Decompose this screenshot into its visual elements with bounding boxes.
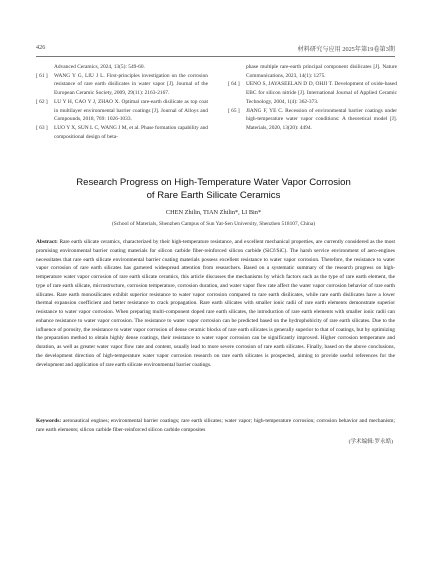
reference-item — [228, 80, 397, 106]
author-list: CHEN Zhilin, TIAN Zhilin*, LI Bin* — [165, 209, 262, 216]
reference-text: WANG Y G, LIU J L. First-principles investigation on the corrosion resistance of rare earth disilicates in water vapor [J]. Journal of the European Ceramic Society, 2009, 29(11): 2163-2167. — [54, 72, 208, 97]
reference-continuation: Advanced Ceramics, 2024, 13(5): 549-60. — [54, 64, 145, 70]
running-header — [36, 44, 395, 56]
title-line-1: Research Progress on High-Temperature Water Vapor Corrosion — [76, 177, 351, 188]
reference-column-left — [36, 63, 208, 141]
reference-item — [228, 107, 397, 133]
academic-editor: (学术编辑:罗永皓) — [348, 439, 393, 445]
abstract — [36, 238, 395, 369]
reference-text: LU Y H, CAO Y J, ZHAO X. Optimal rare-earth disilicate as top coat in multilayer environmental barrier coatings [J]. Journal of Alloys and Compounds, 2018, 769: 1026-1033. — [54, 98, 208, 123]
abstract-text: Rare earth silicate ceramics, characterized by their high-temperature resistance, and excellent mechanical properties, are currently considered as the most promising environmental barrier coating materials for silicon carbide fiber-reinforced silicon carbide (SiCf/SiC). The harsh service environment of aero-engines necessitates that rare earth silicate environmental barrier coating materials possess excellent resistance to water vapor corrosion. Therefore, the resistance to water vapor corrosion of rare earth silicates has garnered widespread attention from researchers. Based on a systematic summary of the research progress on high-temperature water vapor corrosion of rare earth silicate ceramics, this article discusses the mechanisms by which factors such as the type of rare earth element, the type of rare earth silicate, microstructure, corrosion temperature, corrosion duration, and water vapor flow rate affect the water vapor corrosion behavior of rare earth silicates. Rare earth monosilicates exhibit superior resistance to water vapor corrosion compared to rare earth disilicates, while rare earth disilicates have a lower thermal expansion coefficient and better resistance to crack propagation. Rare earth silicates with smaller ionic radii of rare earth elements demonstrate superior resistance to water vapor corrosion. When preparing multi-component doped rare earth silicates, the introduction of rare earth elements with smaller ionic radii can enhance resistance to water vapor corrosion. The resistance to water vapor corrosion can be predicted based on the hydrophobicity of rare earth silicates. Due to the influence of porosity, the resistance to water vapor corrosion of dense ceramic blocks of rare earth silicates is generally superior to that of coatings, but by optimizing the preparation method to obtain highly dense coatings, their resistance to water vapor corrosion can be significantly improved. Higher corrosion temperature and duration, as well as greater water vapor flow rate and content, usually lead to more severe corrosion of rare earth silicates. Finally, based on the above conclusions, the development direction of high-temperature water vapor corrosion research on rare earth silicates is prospected, aiming to provide useful references for the development and application of rare earth silicate environmental barrier coatings. — [36, 239, 395, 368]
keywords-label: Keywords: — [36, 418, 62, 424]
journal-name: 材料研究与应用 2025年第19卷第3期 — [297, 46, 395, 53]
reference-column-right — [228, 63, 397, 133]
reference-number: [ 64 ] — [228, 81, 240, 88]
reference-item — [36, 124, 208, 141]
keywords-text: aeronautical engines; environmental barrier coatings; rare earth silicates; water vapor; high-temperature corrosion; corrosion behavior and mechanism; rare earth elements; silicon carbide fiber-reinforced silicon carbide composites — [36, 418, 395, 433]
reference-item — [36, 72, 208, 98]
reference-text: LUO Y X, SUN L C, WANG J M, et al. Phase formation capability and compositional design of beta- — [54, 124, 208, 140]
reference-list — [36, 63, 395, 166]
reference-number: [ 65 ] — [228, 107, 240, 114]
title-line-2: of Rare Earth Silicate Ceramics — [146, 190, 281, 201]
reference-item — [36, 98, 208, 124]
article-title — [30, 176, 397, 202]
header-rule — [36, 56, 395, 57]
reference-continuation: phase multiple rare-earth principal component disilicates [J]. Nature Communications, 2023, 14(1): 1275. — [246, 64, 397, 79]
keywords — [36, 417, 395, 435]
page-number: 426 — [36, 44, 46, 51]
reference-number: [ 63 ] — [36, 124, 48, 131]
reference-number: [ 62 ] — [36, 98, 48, 105]
reference-text: JIANG F, YE C. Recession of environmental barrier coatings under high-temperature water vapor conditions: A theoretical model [J]. Materials, 2020, 13(20): 4494. — [246, 107, 397, 131]
reference-text: UENO S, JAYASEELAN D D, OHJI T. Development of oxide-based EBC for silicon nitride [J]. International Journal of Applied Ceramic Technology, 2004, 1(4): 362-373. — [246, 81, 397, 105]
affiliation: (School of Materials, Shenzhen Campus of Sun Yat-Sen University, Shenzhen 518107, China) — [111, 221, 316, 227]
reference-number: [ 61 ] — [36, 72, 48, 79]
abstract-label: Abstract: — [36, 239, 58, 245]
